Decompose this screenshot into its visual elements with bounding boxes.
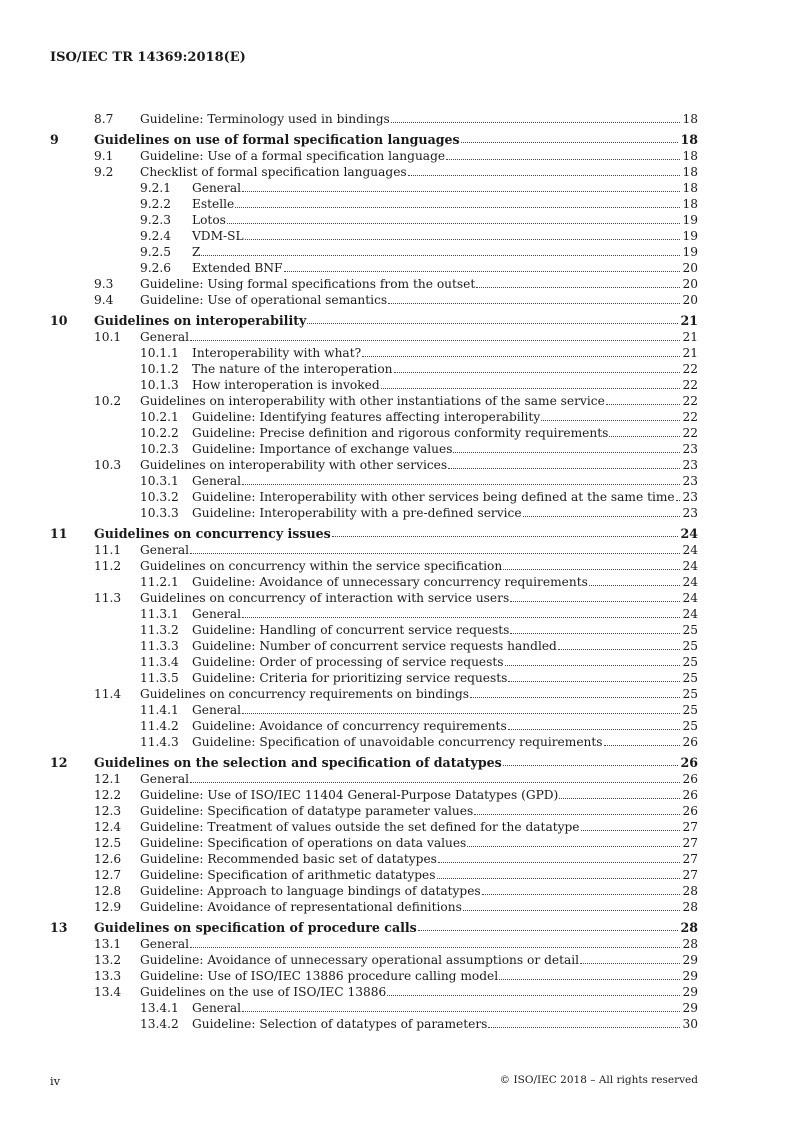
toc-entry-page: 20 [682, 293, 698, 307]
toc-entry[interactable] [50, 835, 698, 851]
toc-entry-title: General [192, 181, 241, 195]
document-id: ISO/IEC TR 14369:2018(E) [50, 50, 246, 65]
dot-leader [474, 803, 680, 815]
toc-entry-title: Guideline: Specification of operations on data values [140, 836, 467, 850]
toc-entry-number: 9.1 [94, 149, 114, 163]
dot-leader [541, 409, 680, 421]
toc-entry-page: 26 [682, 788, 698, 802]
dot-leader [448, 457, 680, 469]
dot-leader [604, 734, 681, 746]
toc-entry-page: 23 [682, 490, 698, 504]
toc-entry-page: 22 [682, 426, 698, 440]
toc-entry-page: 28 [682, 884, 698, 898]
toc-entry-title: Guidelines on use of formal specification languages [94, 132, 460, 147]
toc-chapter-entry[interactable] [50, 312, 698, 329]
dot-leader [453, 441, 680, 453]
toc-entry-page: 23 [682, 458, 698, 472]
toc-entry[interactable] [50, 787, 698, 803]
toc-entry-title: Guidelines on interoperability with other instantiations of the same service [140, 394, 605, 408]
toc-entry-page: 25 [682, 655, 698, 669]
toc-entry-title: General [192, 607, 241, 621]
dot-leader [508, 670, 680, 682]
toc-entry-number: 12.7 [94, 868, 122, 882]
toc-entry-title: Guideline: Recommended basic set of datatypes [140, 852, 437, 866]
toc-entry-page: 21 [682, 346, 698, 360]
toc-entry-page: 29 [682, 1001, 698, 1015]
toc-entry-page: 29 [682, 985, 698, 999]
toc-entry-page: 23 [682, 474, 698, 488]
dot-leader [559, 787, 680, 799]
toc-entry-number: 10.3.1 [140, 474, 179, 488]
toc-entry-title: Guideline: Interoperability with a pre-defined service [192, 506, 522, 520]
toc-entry-number: 9.2.3 [140, 213, 172, 227]
toc-chapter-entry[interactable] [50, 754, 698, 771]
toc-entry-number: 11.2 [94, 559, 122, 573]
toc-entry-number: 12.1 [94, 772, 122, 786]
toc-entry-page: 23 [682, 442, 698, 456]
toc-entry[interactable] [50, 329, 698, 345]
toc-entry-title: General [192, 703, 241, 717]
toc-entry-number: 13.3 [94, 969, 122, 983]
toc-entry-title: Guideline: Approach to language bindings of datatypes [140, 884, 481, 898]
toc-entry-number: 13.4.2 [140, 1017, 179, 1031]
toc-entry[interactable] [50, 409, 698, 425]
toc-entry[interactable] [50, 1000, 698, 1016]
toc-entry-page: 26 [680, 755, 698, 770]
toc-entry-number: 13 [50, 920, 68, 935]
dot-leader [201, 244, 680, 256]
toc-entry-page: 29 [682, 953, 698, 967]
toc-entry[interactable] [50, 686, 698, 702]
toc-entry-number: 12.2 [94, 788, 122, 802]
toc-entry-number: 10.3 [94, 458, 122, 472]
dot-leader [476, 276, 680, 288]
toc-entry-title: General [140, 772, 189, 786]
toc-entry-title: Guidelines on interoperability [94, 313, 307, 328]
toc-entry-number: 12.8 [94, 884, 122, 898]
toc-entry-title: Guideline: Avoidance of representational definitions [140, 900, 462, 914]
toc-entry[interactable] [50, 883, 698, 899]
toc-entry-title: Estelle [192, 197, 235, 211]
toc-entry-number: 9 [50, 132, 59, 147]
toc-entry-page: 24 [682, 575, 698, 589]
toc-entry-page: 24 [682, 543, 698, 557]
toc-entry-number: 11.4 [94, 687, 122, 701]
toc-entry-page: 26 [682, 804, 698, 818]
toc-entry-page: 19 [682, 245, 698, 259]
dot-leader [589, 574, 681, 586]
toc-entry-number: 13.4 [94, 985, 122, 999]
dot-leader [190, 936, 680, 948]
toc-entry-page: 27 [682, 852, 698, 866]
toc-entry[interactable] [50, 361, 698, 377]
toc-entry-number: 9.2.5 [140, 245, 172, 259]
dot-leader [190, 542, 680, 554]
toc-entry-title: General [140, 937, 189, 951]
toc-entry-title: Guidelines on the use of ISO/IEC 13886 [140, 985, 387, 999]
toc-entry[interactable] [50, 473, 698, 489]
dot-leader [580, 952, 680, 964]
toc-entry-number: 11.3.5 [140, 671, 179, 685]
toc-entry-page: 26 [682, 772, 698, 786]
toc-entry-title: Guideline: Handling of concurrent service requests [192, 623, 510, 637]
dot-leader [463, 899, 681, 911]
toc-chapter-entry[interactable] [50, 131, 698, 148]
toc-entry[interactable] [50, 590, 698, 606]
dot-leader [242, 1000, 680, 1012]
toc-entry-page: 24 [680, 526, 698, 541]
toc-entry-title: Guidelines on the selection and specification of datatypes [94, 755, 502, 770]
dot-leader [446, 148, 680, 160]
toc-entry-page: 25 [682, 719, 698, 733]
toc-entry-number: 10.1 [94, 330, 122, 344]
dot-leader [437, 867, 681, 879]
toc-entry-number: 10.2.2 [140, 426, 179, 440]
toc-entry[interactable] [50, 718, 698, 734]
toc-entry-number: 12.9 [94, 900, 122, 914]
page-number: iv [50, 1074, 61, 1088]
dot-leader [523, 505, 681, 517]
toc-entry-title: Interoperability with what? [192, 346, 362, 360]
toc-entry-number: 12.5 [94, 836, 122, 850]
toc-entry-title: General [192, 1001, 241, 1015]
dot-leader [362, 345, 680, 357]
toc-entry-title: Guideline: Terminology used in bindings [140, 112, 390, 126]
toc-entry-page: 18 [682, 197, 698, 211]
toc-entry-number: 9.2.4 [140, 229, 172, 243]
toc-entry-page: 24 [682, 607, 698, 621]
toc-entry[interactable] [50, 212, 698, 228]
toc-entry-title: Guideline: Selection of datatypes of parameters [192, 1017, 488, 1031]
toc-chapter-entry[interactable] [50, 525, 698, 542]
toc-entry-title: Guidelines on interoperability with other services [140, 458, 448, 472]
toc-entry-page: 27 [682, 820, 698, 834]
toc-entry-title: How interoperation is invoked [192, 378, 380, 392]
toc-chapter-entry[interactable] [50, 919, 698, 936]
toc-entry[interactable] [50, 148, 698, 164]
toc-entry[interactable] [50, 899, 698, 915]
toc-entry-title: Checklist of formal specification languages [140, 165, 407, 179]
toc-entry[interactable] [50, 180, 698, 196]
toc-entry-number: 11.2.1 [140, 575, 179, 589]
toc-entry-title: Guideline: Avoidance of concurrency requirements [192, 719, 507, 733]
toc-entry-number: 9.3 [94, 277, 114, 291]
toc-entry-number: 8.7 [94, 112, 114, 126]
toc-entry-page: 20 [682, 261, 698, 275]
dot-leader [307, 312, 678, 324]
toc-entry[interactable] [50, 606, 698, 622]
toc-entry-page: 23 [682, 506, 698, 520]
toc-entry[interactable] [50, 952, 698, 968]
toc-entry-number: 11 [50, 526, 68, 541]
toc-entry-page: 18 [680, 132, 698, 147]
toc-entry-number: 11.3.2 [140, 623, 179, 637]
toc-entry-number: 12 [50, 755, 68, 770]
toc-entry[interactable] [50, 505, 698, 521]
toc-entry-number: 10.2.1 [140, 410, 179, 424]
dot-leader [508, 718, 681, 730]
toc-entry-title: Z [192, 245, 201, 259]
toc-entry-title: Guidelines on concurrency of interaction with service users [140, 591, 510, 605]
toc-entry-page: 28 [680, 920, 698, 935]
toc-entry-page: 18 [682, 181, 698, 195]
toc-entry-page: 19 [682, 213, 698, 227]
toc-entry-page: 22 [682, 378, 698, 392]
toc-entry-number: 9.2.2 [140, 197, 172, 211]
dot-leader [394, 361, 681, 373]
toc-entry-page: 18 [682, 149, 698, 163]
toc-entry-page: 25 [682, 623, 698, 637]
toc-entry[interactable] [50, 654, 698, 670]
toc-entry-title: Guideline: Avoidance of unnecessary concurrency requirements [192, 575, 588, 589]
toc-entry-page: 19 [682, 229, 698, 243]
toc-entry-page: 25 [682, 687, 698, 701]
toc-entry-page: 29 [682, 969, 698, 983]
toc-entry[interactable] [50, 345, 698, 361]
toc-entry[interactable] [50, 111, 698, 127]
toc-entry-page: 27 [682, 836, 698, 850]
toc-entry-page: 22 [682, 410, 698, 424]
dot-leader [245, 228, 681, 240]
toc-entry[interactable] [50, 734, 698, 750]
toc-entry[interactable] [50, 276, 698, 292]
toc-entry[interactable] [50, 803, 698, 819]
toc-entry-number: 9.2.6 [140, 261, 172, 275]
toc-entry[interactable] [50, 558, 698, 574]
toc-entry-number: 10.1.3 [140, 378, 179, 392]
toc-entry-title: The nature of the interoperation [192, 362, 393, 376]
dot-leader [510, 590, 680, 602]
dot-leader [190, 329, 680, 341]
dot-leader [391, 111, 681, 123]
toc-entry-title: Guideline: Treatment of values outside the set defined for the datatype [140, 820, 580, 834]
toc-entry-title: VDM-SL [192, 229, 244, 243]
toc-entry-title: Guideline: Identifying features affecting interoperability [192, 410, 541, 424]
dot-leader [190, 771, 680, 783]
toc-entry-title: Guideline: Order of processing of service requests [192, 655, 504, 669]
dot-leader [558, 638, 681, 650]
dot-leader [227, 212, 681, 224]
toc-entry[interactable] [50, 670, 698, 686]
toc-entry-page: 21 [680, 313, 698, 328]
toc-entry[interactable] [50, 622, 698, 638]
toc-entry[interactable] [50, 228, 698, 244]
dot-leader [503, 754, 679, 766]
toc-entry-number: 10.2.3 [140, 442, 179, 456]
toc-entry[interactable] [50, 457, 698, 473]
toc-entry-page: 28 [682, 937, 698, 951]
toc-entry-title: Guideline: Using formal specifications from the outset [140, 277, 476, 291]
dot-leader [609, 425, 680, 437]
toc-entry-number: 12.4 [94, 820, 122, 834]
toc-entry-title: Guideline: Precise definition and rigorous conformity requirements [192, 426, 609, 440]
toc-entry-title: Guideline: Use of a formal specification language [140, 149, 446, 163]
toc-entry-number: 11.3.4 [140, 655, 179, 669]
toc-entry-number: 11.3 [94, 591, 122, 605]
dot-leader [488, 1016, 680, 1028]
toc-entry-title: Guidelines on concurrency requirements on bindings [140, 687, 470, 701]
toc-entry[interactable] [50, 984, 698, 1000]
toc-entry-title: General [140, 330, 189, 344]
toc-entry-title: Guidelines on concurrency issues [94, 526, 331, 541]
toc-entry-number: 9.4 [94, 293, 114, 307]
toc-entry[interactable] [50, 164, 698, 180]
toc-entry[interactable] [50, 851, 698, 867]
toc-entry-title: General [192, 474, 241, 488]
dot-leader [332, 525, 679, 537]
dot-leader [470, 686, 680, 698]
toc-entry[interactable] [50, 771, 698, 787]
dot-leader [467, 835, 680, 847]
dot-leader [676, 489, 681, 501]
toc-entry-title: Guideline: Use of operational semantics [140, 293, 388, 307]
dot-leader [461, 131, 679, 143]
toc-entry-title: Guidelines on specification of procedure calls [94, 920, 417, 935]
toc-entry-title: Guideline: Number of concurrent service requests handled [192, 639, 557, 653]
toc-entry-page: 22 [682, 362, 698, 376]
dot-leader [505, 654, 681, 666]
toc-entry-number: 11.3.3 [140, 639, 179, 653]
dot-leader [482, 883, 681, 895]
toc-entry-number: 11.3.1 [140, 607, 179, 621]
toc-entry-page: 25 [682, 639, 698, 653]
toc-entry[interactable] [50, 936, 698, 952]
toc-entry-title: Guideline: Interoperability with other services being defined at the same time [192, 490, 675, 504]
toc-entry-number: 11.4.1 [140, 703, 179, 717]
dot-leader [503, 558, 680, 570]
toc-entry-number: 10.1.1 [140, 346, 179, 360]
toc-entry-title: Guideline: Specification of arithmetic datatypes [140, 868, 436, 882]
copyright-notice: © ISO/IEC 2018 – All rights reserved [499, 1074, 698, 1086]
toc-entry-page: 25 [682, 671, 698, 685]
toc-entry-title: Guideline: Use of ISO/IEC 11404 General-Purpose Datatypes (GPD) [140, 788, 559, 802]
toc-entry-title: Guidelines on concurrency within the service specification [140, 559, 503, 573]
toc-entry[interactable] [50, 441, 698, 457]
toc-entry-number: 13.1 [94, 937, 122, 951]
toc-entry[interactable] [50, 574, 698, 590]
toc-entry[interactable] [50, 393, 698, 409]
toc-entry[interactable] [50, 819, 698, 835]
dot-leader [418, 919, 679, 931]
dot-leader [242, 606, 680, 618]
dot-leader [242, 473, 680, 485]
dot-leader [284, 260, 681, 272]
toc-entry-number: 10.2 [94, 394, 122, 408]
dot-leader [606, 393, 681, 405]
toc-entry[interactable] [50, 260, 698, 276]
toc-entry[interactable] [50, 377, 698, 393]
toc-entry-number: 10.3.2 [140, 490, 179, 504]
toc-entry-number: 10.3.3 [140, 506, 179, 520]
dot-leader [388, 292, 680, 304]
toc-entry[interactable] [50, 425, 698, 441]
toc-entry-number: 11.1 [94, 543, 122, 557]
toc-entry-page: 18 [682, 112, 698, 126]
dot-leader [242, 180, 680, 192]
toc-entry[interactable] [50, 489, 698, 505]
toc-entry-number: 9.2.1 [140, 181, 172, 195]
dot-leader [408, 164, 681, 176]
dot-leader [510, 622, 680, 634]
toc-entry[interactable] [50, 542, 698, 558]
toc-entry[interactable] [50, 292, 698, 308]
toc-entry-number: 11.4.2 [140, 719, 179, 733]
toc-entry-number: 13.4.1 [140, 1001, 179, 1015]
dot-leader [387, 984, 680, 996]
toc-entry-page: 24 [682, 591, 698, 605]
toc-entry[interactable] [50, 968, 698, 984]
toc-entry-page: 26 [682, 735, 698, 749]
dot-leader [438, 851, 681, 863]
toc-entry[interactable] [50, 638, 698, 654]
toc-entry-number: 9.2 [94, 165, 114, 179]
toc-entry-page: 28 [682, 900, 698, 914]
toc-entry-title: Guideline: Importance of exchange values [192, 442, 453, 456]
toc-entry-page: 22 [682, 394, 698, 408]
toc-entry-number: 12.3 [94, 804, 122, 818]
toc-entry[interactable] [50, 244, 698, 260]
toc-entry-page: 24 [682, 559, 698, 573]
toc-entry-page: 18 [682, 165, 698, 179]
dot-leader [499, 968, 680, 980]
toc-entry-page: 27 [682, 868, 698, 882]
toc-entry-number: 10.1.2 [140, 362, 179, 376]
dot-leader [381, 377, 681, 389]
dot-leader [235, 196, 680, 208]
toc-entry-page: 30 [682, 1017, 698, 1031]
toc-entry-page: 21 [682, 330, 698, 344]
toc-entry[interactable] [50, 702, 698, 718]
toc-entry-number: 11.4.3 [140, 735, 179, 749]
toc-entry-number: 10 [50, 313, 68, 328]
toc-entry[interactable] [50, 867, 698, 883]
toc-entry-title: Guideline: Criteria for prioritizing service requests [192, 671, 508, 685]
toc-entry[interactable] [50, 1016, 698, 1032]
toc-entry-title: General [140, 543, 189, 557]
toc-entry-title: Guideline: Avoidance of unnecessary operational assumptions or detail [140, 953, 580, 967]
toc-entry-title: Guideline: Specification of unavoidable concurrency requirements [192, 735, 603, 749]
toc-entry-title: Extended BNF [192, 261, 283, 275]
table-of-contents [50, 111, 698, 1032]
toc-entry-title: Guideline: Specification of datatype parameter values [140, 804, 474, 818]
dot-leader [581, 819, 681, 831]
toc-entry-page: 25 [682, 703, 698, 717]
toc-entry-number: 13.2 [94, 953, 122, 967]
toc-entry-title: Lotos [192, 213, 226, 227]
toc-entry-title: Guideline: Use of ISO/IEC 13886 procedure calling model [140, 969, 499, 983]
toc-entry-page: 20 [682, 277, 698, 291]
toc-entry-number: 12.6 [94, 852, 122, 866]
dot-leader [242, 702, 680, 714]
toc-entry[interactable] [50, 196, 698, 212]
